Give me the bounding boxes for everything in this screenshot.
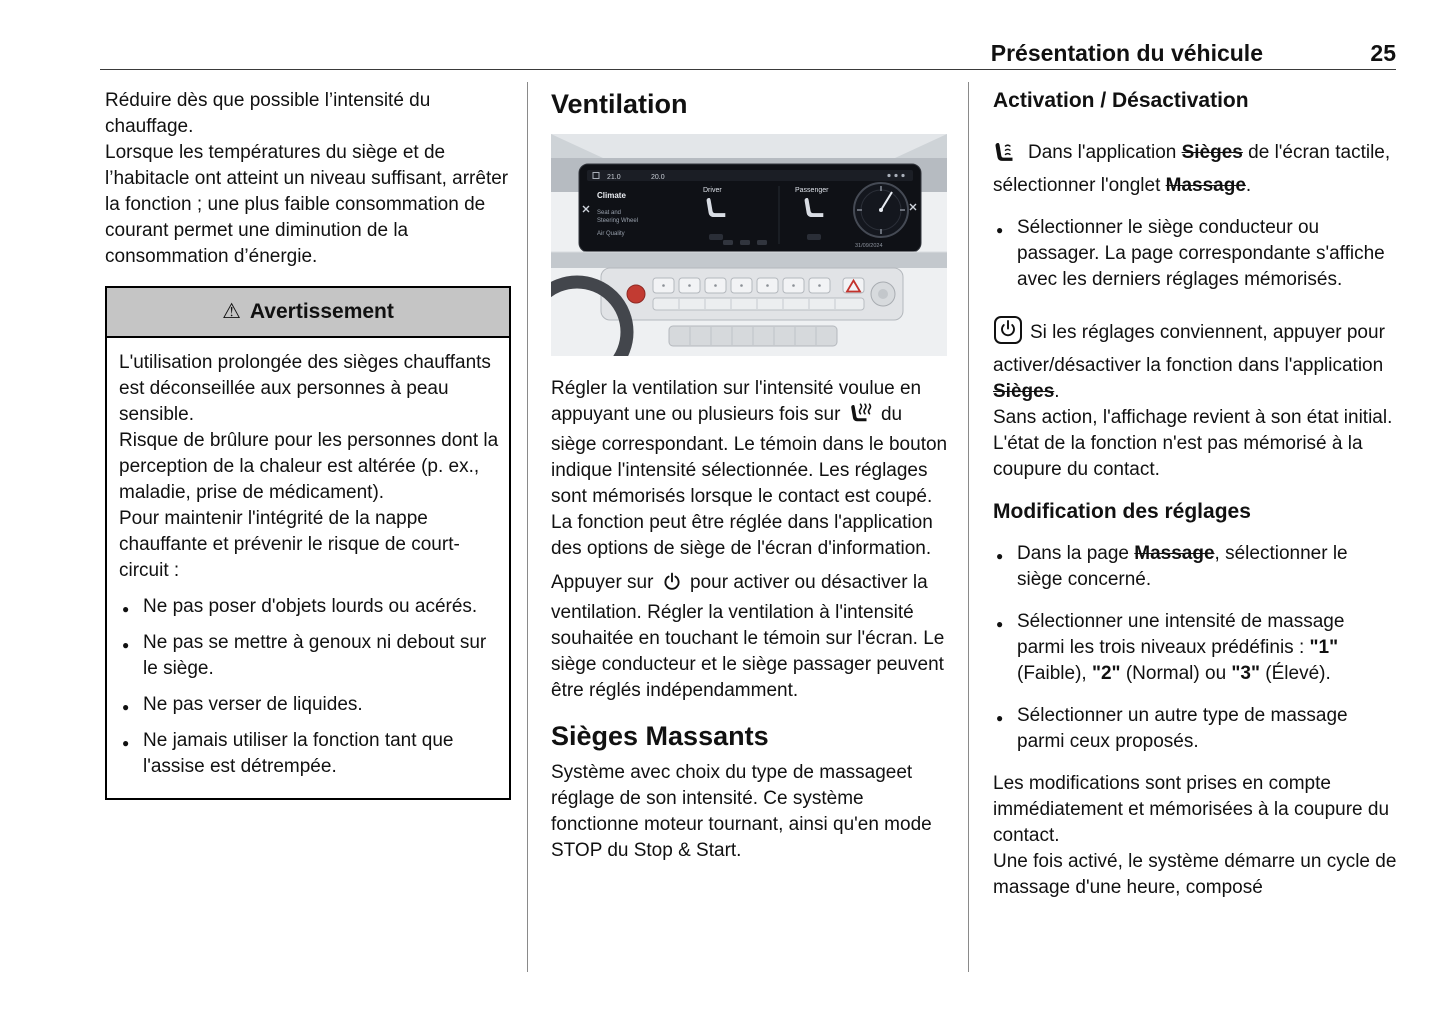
list-item-text: Ne pas verser de liquides. [143,694,363,715]
list-item-text: Ne pas se mettre à genoux ni debout sur le siège. [143,632,487,679]
paragraph: L'utilisation prolongée des sièges chauffants est déconseillée aux personnes à peau sensible. [119,352,491,425]
warning-title: Avertissement [249,300,394,323]
list-item [119,728,499,780]
text-run: Si les réglages conviennent, appuyer pour activer/désactiver la fonction dans l'application [993,322,1385,376]
text-run: Régler la ventilation sur l'intensité voulue en appuyant une ou plusieurs fois sur [551,378,922,425]
page-number: 25 [1370,40,1396,66]
list-item [119,630,499,682]
dashboard-figure [551,134,949,356]
paragraph: L'état de la fonction n'est pas mémorisé à la coupure du contact. [993,433,1363,480]
paragraph: Les modifications sont prises en compte immédiatement et mémorisées à la coupure du contact. [993,773,1390,846]
paragraph [993,140,1397,199]
power-icon [662,572,682,600]
section-heading-massage: Sièges Massants [551,721,769,751]
screen-menu-air-quality: Air Quality [597,231,625,237]
list-item-text: Sélectionner le siège conducteur ou passager. La page correspondante s'affiche avec les derniers réglages mémorisés. [1017,217,1385,290]
warning-icon: ⚠ [222,300,241,323]
paragraph: Sans action, l'affichage revient à son état initial. [993,407,1393,428]
text-run: Appuyer sur [551,572,659,593]
paragraph: Réduire dès que possible l’intensité du chauffage. [105,90,431,137]
paragraph: Pour maintenir l'intégrité de la nappe chauffante et prévenir le risque de court-circuit : [119,508,460,581]
app-label-sieges: Sièges [993,381,1055,402]
text-run: . [1054,381,1060,402]
text-run: Sélectionner une intensité de massage parmi les trois niveaux prédéfinis : [1017,611,1345,658]
screen-menu-seat-line2: Steering Wheel [597,218,639,224]
screen-menu-seat-line1: Seat and [597,210,622,216]
list-item [993,215,1397,293]
paragraph: Lorsque les températures du siège et de l’habitacle ont atteint un niveau suffisant, arrêter la fonction ; une plus faible consommation de courant permet une diminution de la consommation d’énergie. [105,142,509,267]
text-run: Dans la page [1017,543,1135,564]
page-title: Présentation du véhicule [990,40,1263,66]
warning-header [107,288,509,338]
paragraph: Une fois activé, le système démarre un cycle de massage d'une heure, composé [993,851,1397,898]
list-item [993,609,1397,687]
level-1-label: "1" [1309,637,1339,658]
screen-temp-left: 21.0 [607,174,621,181]
paragraph [551,570,949,704]
section-heading-ventilation: Ventilation [551,89,688,119]
subsection-heading-activation: Activation / Désactivation [993,89,1249,112]
app-label-sieges: Sièges [1181,142,1243,163]
screen-passenger-label: Passenger [795,187,829,194]
tab-label-massage: Massage [1165,175,1246,196]
text-run: pour activer ou désactiver la ventilation. Régler la ventilation à l'intensité souhaitée en touchant le témoin sur l'écran. Le siège conducteur et le siège passager peuvent être réglés indépendamment. [551,572,945,701]
screen-date-label: 31/09/2024 [855,243,883,249]
paragraph [993,315,1397,405]
list-item [993,703,1397,755]
climate-console [601,268,903,320]
paragraph [551,376,949,562]
list-item [119,692,499,718]
list-item-text: Ne jamais utiliser la fonction tant que l'assise est détrempée. [143,730,454,777]
text-run: Dans l'application [1028,142,1182,163]
text-run: (Normal) ou [1120,663,1232,684]
warning-body [107,338,509,798]
text-run: , sélectionner le siège concerné. [1017,543,1348,590]
page-label-massage: Massage [1134,543,1215,564]
list-item-text: Sélectionner un autre type de massage parmi ceux proposés. [1017,705,1348,752]
warning-box [105,286,511,800]
text-run: . [1245,175,1252,196]
paragraph: Système avec choix du type de massageet réglage de son intensité. Ce système fonctionne moteur tournant, ainsi qu'en mode STOP du Stop & Start. [551,762,932,861]
text-run: de l'écran tactile, sélectionner l'onglet [993,142,1391,196]
massage-seat-icon [993,141,1021,173]
screen-climate-label: Climate [597,191,626,200]
level-3-label: "3" [1231,663,1261,684]
dashboard-photo [551,134,947,356]
column-divider [527,82,528,972]
level-2-label: "2" [1091,663,1121,684]
column-middle [551,88,949,864]
column-divider [968,82,969,972]
engine-start-button [627,285,645,303]
column-right [993,88,1397,901]
screen-driver-label: Driver [703,187,722,194]
console-buttons [653,278,830,293]
list-item [993,541,1397,593]
text-run: (Faible), [1017,663,1092,684]
list-item [119,594,499,620]
subsection-heading-modification: Modification des réglages [993,500,1251,523]
text-run: (Élevé). [1260,663,1331,684]
power-button-icon [993,315,1023,353]
header-rule [100,69,1396,70]
seat-ventilation-icon [849,402,873,432]
list-item-text: Ne pas poser d'objets lourds ou acérés. [143,596,478,617]
screen-temp-right: 20.0 [651,174,665,181]
column-left [105,88,511,800]
paragraph: Risque de brûlure pour les personnes dont la perception de la chaleur est altérée (p. ex., maladie, prise de médicament). [119,430,499,503]
text-run: du siège correspondant. Le témoin dans le bouton indique l'intensité sélectionnée. Les réglages sont mémorisés lorsque le contact est coupé. La fonction peut être réglée dans l'application des options de siège de l'écran d'information. [551,404,948,559]
